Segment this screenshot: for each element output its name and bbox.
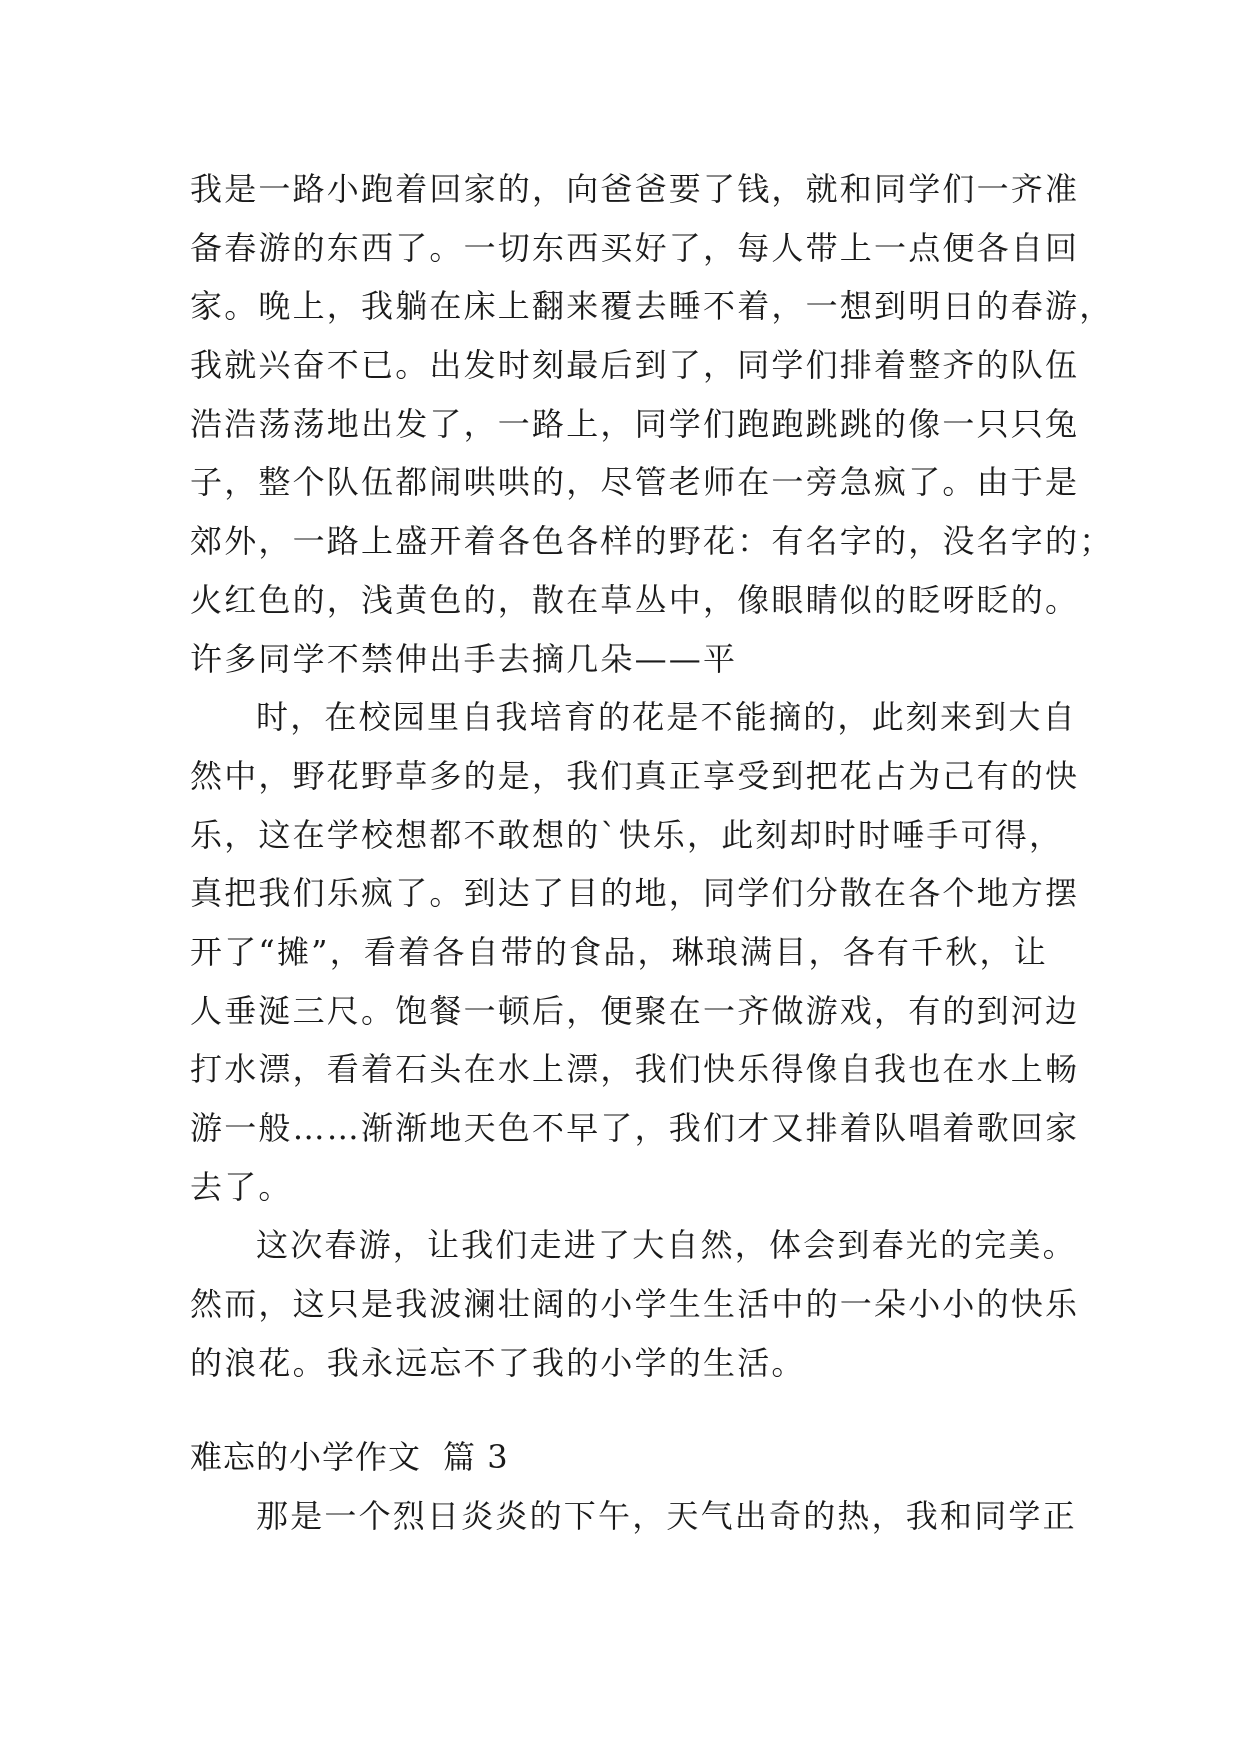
text-line: 我是一路小跑着回家的，向爸爸要了钱，就和同学们一齐准	[190, 170, 1080, 208]
text-line: 时，在校园里自我培育的花是不能摘的，此刻来到大自	[256, 698, 1077, 737]
text-line: 开了“摊”，看着各自带的食品，琳琅满目，各有千秋，让	[190, 932, 1048, 971]
text-line: 火红色的，浅黄色的，散在草丛中，像眼睛似的眨呀眨的。	[190, 580, 1080, 619]
text-line: 家。晚上，我躺在床上翻来覆去睡不着，一想到明日的春游，	[190, 287, 1114, 326]
text-line: 子，整个队伍都闹哄哄的，尽管老师在一旁急疯了。由于是	[190, 463, 1080, 502]
text-line: 那是一个烈日炎炎的下午，天气出奇的热，我和同学正	[256, 1497, 1077, 1536]
heading-title: 难忘的小学作文	[190, 1438, 422, 1477]
text-line: 许多同学不禁伸出手去摘几朵——平	[190, 639, 738, 678]
text-line: 打水漂，看着石头在水上漂，我们快乐得像自我也在水上畅	[190, 1050, 1080, 1089]
paragraph-2	[190, 688, 1080, 1216]
text-line: 浩浩荡荡地出发了，一路上，同学们跑跑跳跳的像一只只兔	[190, 404, 1080, 443]
paragraph-1	[190, 160, 1114, 688]
heading-number: 篇 3	[443, 1438, 509, 1477]
text-line: 然中，野花野草多的是，我们真正享受到把花占为己有的快	[190, 756, 1080, 795]
paragraph-4	[190, 1487, 1077, 1546]
document-body	[190, 160, 1114, 1546]
text-line: 郊外，一路上盛开着各色各样的野花：有名字的，没名字的；	[190, 522, 1114, 561]
text-line: 游一般……渐渐地天色不早了，我们才又排着队唱着歌回家	[190, 1109, 1080, 1147]
text-line: 去了。	[190, 1167, 293, 1206]
section-heading	[190, 1428, 1060, 1487]
text-line: 我就兴奋不已。出发时刻最后到了，同学们排着整齐的队伍	[190, 346, 1080, 385]
text-line: 然而，这只是我波澜壮阔的小学生生活中的一朵小小的快乐	[190, 1285, 1080, 1324]
text-line: 的浪花。我永远忘不了我的小学的生活。	[190, 1343, 806, 1382]
section-gap	[190, 1392, 1060, 1428]
text-line: 人垂涎三尺。饱餐一顿后，便聚在一齐做游戏，有的到河边	[190, 991, 1080, 1030]
text-line: 这次春游，让我们走进了大自然，体会到春光的完美。	[256, 1226, 1077, 1265]
text-line: 乐，这在学校想都不敢想的`快乐，此刻却时时唾手可得，	[190, 815, 1064, 854]
text-line: 真把我们乐疯了。到达了目的地，同学们分散在各个地方摆	[190, 874, 1080, 913]
paragraph-3	[190, 1216, 1080, 1392]
text-line: 备春游的东西了。一切东西买好了，每人带上一点便各自回	[190, 228, 1080, 267]
